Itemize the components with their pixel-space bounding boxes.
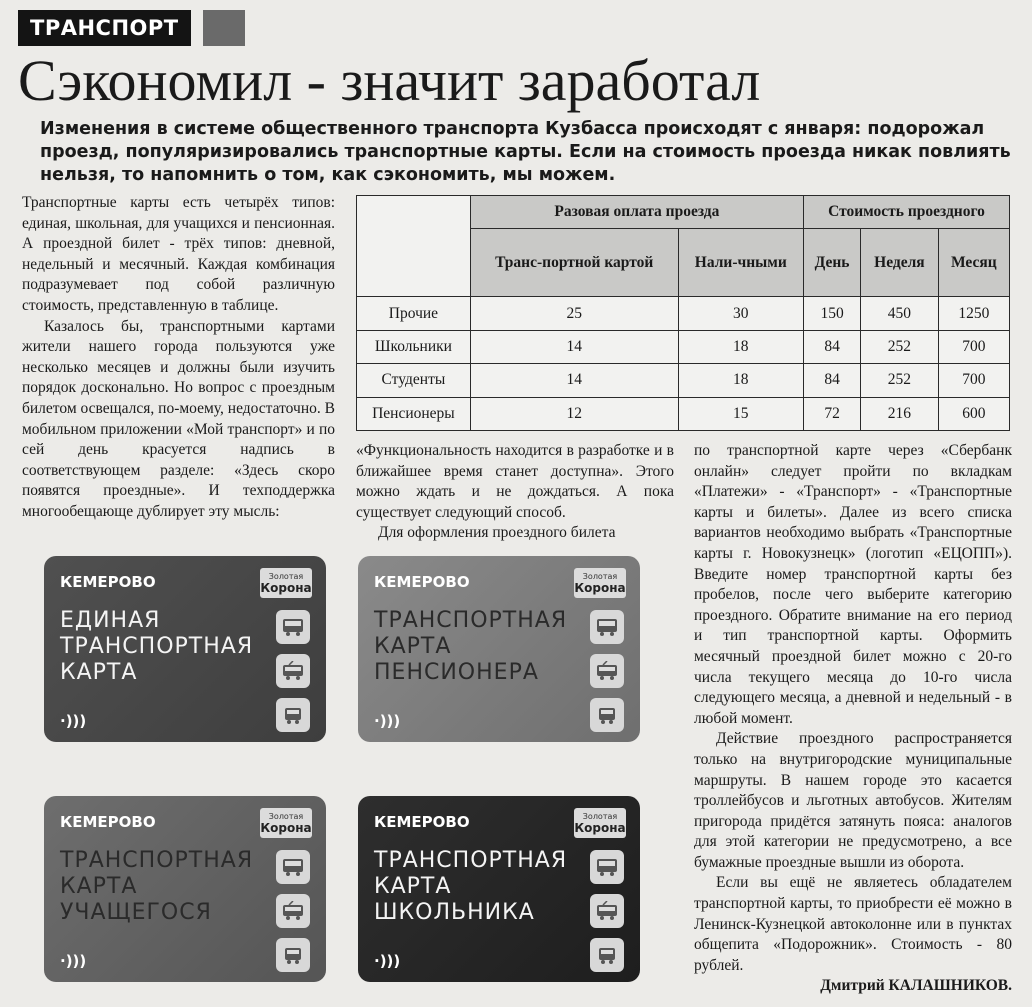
nfc-icon: ·))) [60, 952, 87, 970]
zolotaya-korona-logo: Золотая Корона [260, 808, 312, 838]
zolotaya-korona-logo: Золотая Корона [260, 568, 312, 598]
rubric-label: ТРАНСПОРТ [18, 10, 191, 46]
card-title: ТРАНСПОРТНАЯ КАРТА УЧАЩЕГОСЯ [60, 848, 254, 925]
paragraph: Для оформления проездного билета [378, 524, 616, 542]
transport-card-schoolchild [358, 796, 640, 982]
transport-card-pensioner [358, 556, 640, 742]
cell-week: 216 [861, 397, 939, 430]
nfc-icon: ·))) [374, 952, 401, 970]
transport-card-unified [44, 556, 326, 742]
text-column-1 [22, 193, 335, 523]
cell-week: 252 [861, 330, 939, 363]
cell-week: 252 [861, 364, 939, 397]
cell-week: 450 [861, 297, 939, 330]
cell-cash: 18 [678, 364, 803, 397]
vehicle-icons [276, 610, 312, 742]
card-title: ТРАНСПОРТНАЯ КАРТА ПЕНСИОНЕРА [374, 608, 568, 685]
section-rubric [18, 10, 245, 46]
paragraph: Действие проездного распространяется только на внутригородские муниципальные маршруты. В нашем городе это касается троллейбусов и льготных автобусов. Жителям пригорода придётся затянуть пояса: аналогов для этой категории не предусмотрено, а все бумажные проездные вышли из оборота. [694, 730, 1012, 871]
trolleybus-icon [590, 894, 624, 928]
trolleybus-icon [276, 654, 310, 688]
bus-icon [276, 850, 310, 884]
vehicle-icons [590, 850, 626, 982]
header-single-fare: Разовая оплата проезда [470, 196, 803, 229]
table-row [357, 330, 1010, 363]
paragraph: Казалось бы, транспортными картами жители нашего города пользуются уже несколько месяцев и должны были изучить порядок досконально. Но вопрос с проездным билетом освещался, по-моему, недостаточно. В мобильном приложении «Мой транспорт» и по сей день красуется надпись в соответствующем разделе: «Здесь скоро появятся проездные». И техподдержка многообещающе дублирует эту мысль: [22, 317, 335, 520]
paragraph: «Функциональность находится в разработке и в ближайшее время станет доступна». Этого можно ждать и не дождаться. А пока существует следующий способ. [356, 442, 674, 521]
bus-icon [276, 610, 310, 644]
cell-month: 700 [938, 364, 1009, 397]
cell-cash: 18 [678, 330, 803, 363]
paragraph: Транспортные карты есть четырёх типов: единая, школьная, для учащихся и пенсионная. А проездной билет - трёх типов: дневной, недельный и месячный. Каждая комбинация подразумевает под собой различную стоимость, представленную в таблице. [22, 194, 335, 314]
table-row [357, 364, 1010, 397]
trolleybus-icon [590, 654, 624, 688]
transport-card-student [44, 796, 326, 982]
table-row [357, 297, 1010, 330]
vehicle-icons [276, 850, 312, 982]
cell-month: 700 [938, 330, 1009, 363]
row-category: Прочие [357, 297, 471, 330]
author-signature: Дмитрий КАЛАШНИКОВ. [820, 977, 1012, 995]
row-category: Школьники [357, 330, 471, 363]
nfc-icon: ·))) [374, 712, 401, 730]
rubric-decor-block [203, 10, 245, 46]
row-category: Пенсионеры [357, 397, 471, 430]
cell-card: 25 [470, 297, 678, 330]
article-headline: Сэкономил - значит заработал [18, 48, 761, 113]
trolleybus-icon [276, 894, 310, 928]
nfc-icon: ·))) [60, 712, 87, 730]
header-day: День [804, 229, 861, 297]
tram-icon [590, 698, 624, 732]
bus-icon [590, 610, 624, 644]
card-city: КЕМЕРОВО [374, 813, 470, 831]
header-pass-cost: Стоимость проездного [804, 196, 1010, 229]
cell-card: 12 [470, 397, 678, 430]
cell-month: 600 [938, 397, 1009, 430]
zolotaya-korona-logo: Золотая Корона [574, 568, 626, 598]
card-city: КЕМЕРОВО [374, 573, 470, 591]
cell-card: 14 [470, 330, 678, 363]
tram-icon [590, 938, 624, 972]
paragraph: по транспортной карте через «Сбербанк онлайн» следует пройти по вкладкам «Платежи» - «Транспорт» - «Транспортные карты и билеты». Далее из всего списка вариантов необходимо выбрать «Транспортные карты г. Новокузнецк» (логотип «ЕЦОПП»). Введите номер транспортной карты без пробелов, после чего выберите категорию проездного. Обратите внимание на его период и тип транспортной карты. Оформить месячный проездной билет можно с 20-го числа текущего месяца до 10-го числа следующего месяца, а дневной и недельный - в любой момент. [694, 442, 1012, 727]
article-lead: Изменения в системе общественного транспорта Кузбасса происходят с января: подорожал проезд, популяризировались транспортные карты. Если на стоимость проезда никак повлиять нельзя, то напомнить о том, как сэкономить, мы можем. [40, 119, 1011, 185]
cell-day: 84 [804, 364, 861, 397]
cell-cash: 30 [678, 297, 803, 330]
cell-cash: 15 [678, 397, 803, 430]
paragraph: Если вы ещё не являетесь обладателем транспортной карты, то приобрести её можно в Ленинск-Кузнецкой автоколонне или в пунктах общепита «Подорожник». Стоимость - 80 рублей. [694, 874, 1012, 974]
cell-card: 14 [470, 364, 678, 397]
card-city: КЕМЕРОВО [60, 573, 156, 591]
card-title: ТРАНСПОРТНАЯ КАРТА ШКОЛЬНИКА [374, 848, 568, 925]
cell-day: 84 [804, 330, 861, 363]
cell-month: 1250 [938, 297, 1009, 330]
row-category: Студенты [357, 364, 471, 397]
text-column-3 [694, 441, 1012, 997]
cell-day: 150 [804, 297, 861, 330]
card-title: ЕДИНАЯ ТРАНСПОРТНАЯ КАРТА [60, 608, 254, 685]
text-column-2 [356, 441, 674, 544]
table-row [357, 397, 1010, 430]
cell-day: 72 [804, 397, 861, 430]
table-corner [357, 196, 471, 297]
bus-icon [590, 850, 624, 884]
header-month: Месяц [938, 229, 1009, 297]
header-by-card: Транс-портной картой [470, 229, 678, 297]
vehicle-icons [590, 610, 626, 742]
card-city: КЕМЕРОВО [60, 813, 156, 831]
header-week: Неделя [861, 229, 939, 297]
tram-icon [276, 938, 310, 972]
tram-icon [276, 698, 310, 732]
header-by-cash: Нали-чными [678, 229, 803, 297]
zolotaya-korona-logo: Золотая Корона [574, 808, 626, 838]
fare-table [356, 195, 1010, 431]
